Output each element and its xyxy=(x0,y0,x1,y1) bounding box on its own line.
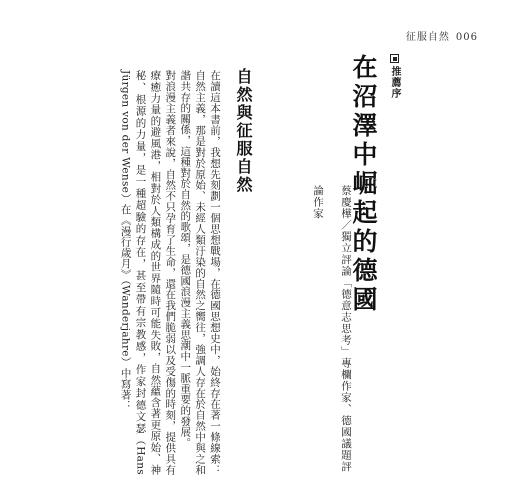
article-title: 在沼澤中崛起的德國 xyxy=(349,54,378,315)
body-text xyxy=(52,70,222,475)
section-label-text: 推薦序 xyxy=(389,66,400,99)
page-number: 006 xyxy=(455,32,478,43)
byline-text: 蔡慶樺／獨立評論「德意志思考」專欄作家、德國議題評論作家 xyxy=(312,185,352,473)
section-label xyxy=(387,54,402,99)
book-title: 征服自然 xyxy=(405,32,450,43)
running-header xyxy=(406,28,478,43)
section-heading: 自然與征服自然 xyxy=(234,68,253,194)
body-paragraph-1: 在讀這本書前，我想先刻劃一個思想戰場，在德國思想史中，始終存在著一條線索：自然主義，那是對於原始、未經人類汙染的自然之嚮往，強調人存在於自然中與之和諧共存的關係，這種對於自然的歌頌，是德國浪漫主義思潮中一脈重要的發展。 xyxy=(179,70,221,475)
body-paragraph-2: 對浪漫主義者來說，自然不只孕育了生命，還在我們脆弱以及受傷的時刻，提供具有療癒力量的避風港，相對於人類構成的世界隨時可能失敗，自然蘊含著更原始、神秘、根源的力量，是一種超驗的存在，甚至帶有宗教感，作家封德文瑟（Hans Jürgen von der Wense）在《漫行歲月》（Wanderjahre）中寫著： xyxy=(119,70,177,475)
square-bullet-icon xyxy=(390,54,399,63)
byline xyxy=(300,185,360,475)
